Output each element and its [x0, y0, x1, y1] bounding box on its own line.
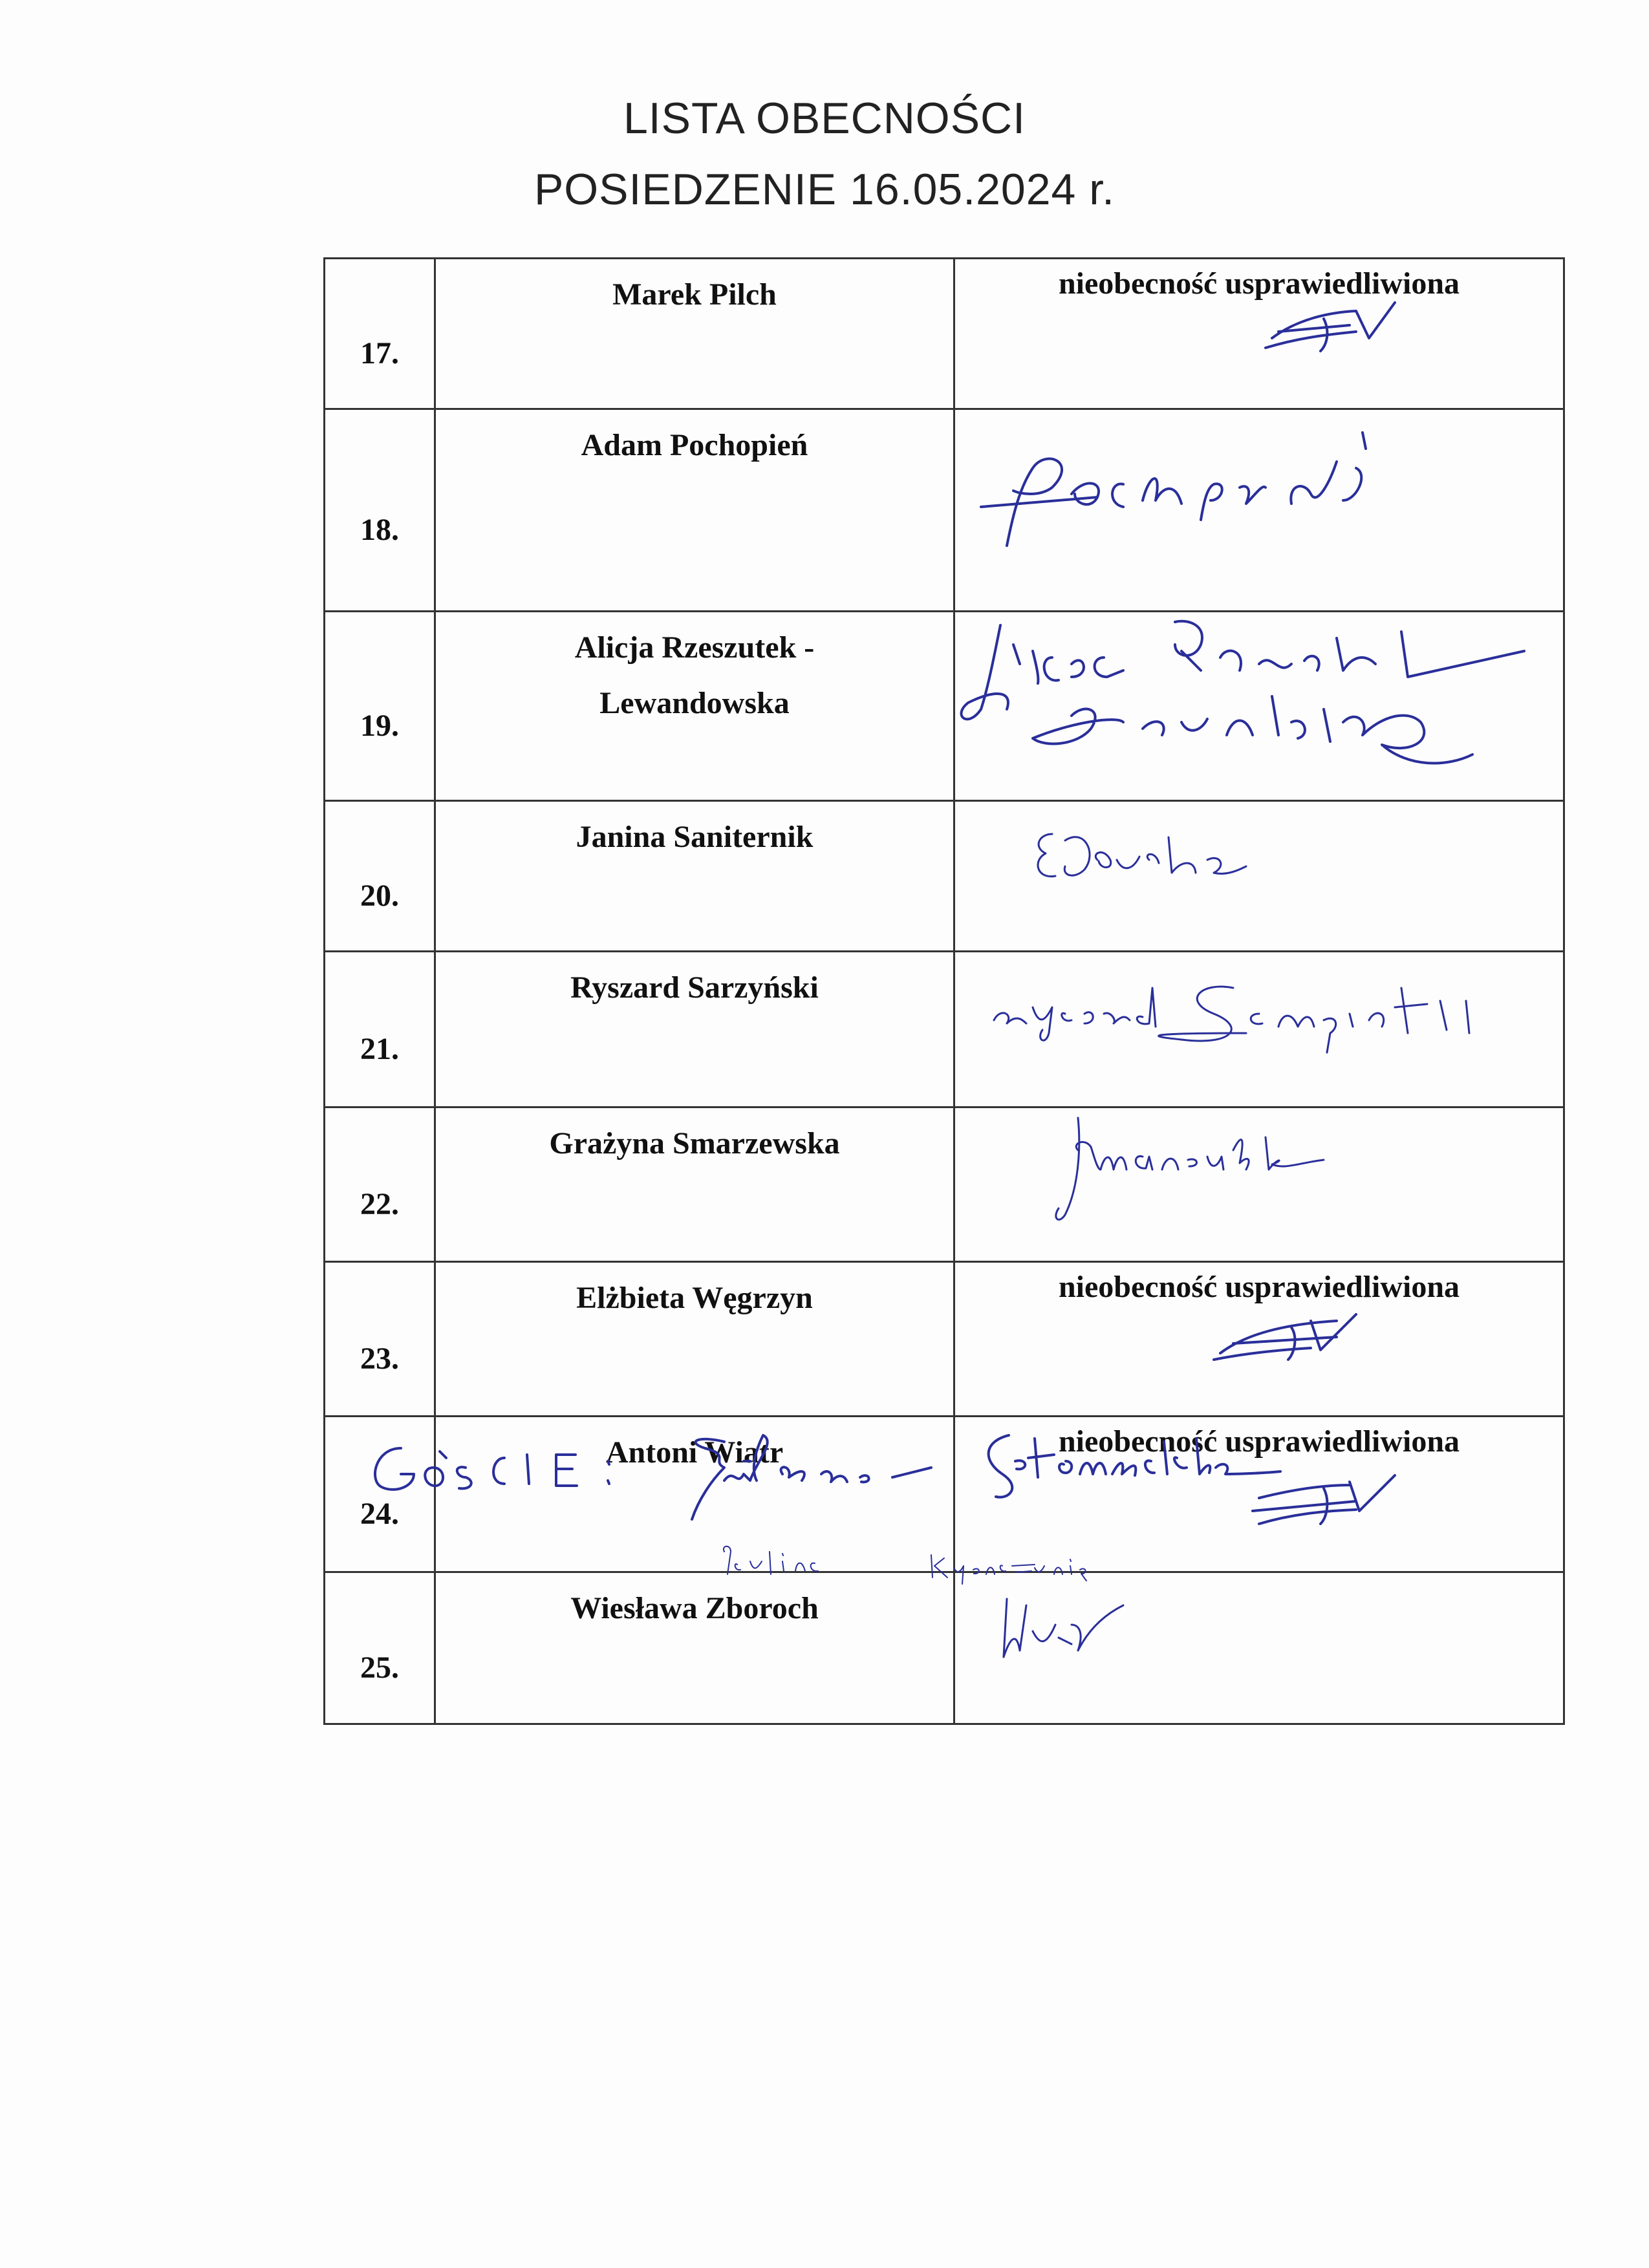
absence-status: nieobecność usprawiedliwiona [1058, 1424, 1460, 1459]
handwritten-signature [968, 423, 1421, 559]
member-name [435, 801, 954, 952]
member-name-line: Ryszard Sarzyński [570, 970, 819, 1005]
member-name [435, 952, 954, 1107]
member-name-line: Wiesława Zboroch [570, 1591, 819, 1625]
table-row [325, 1262, 1564, 1417]
initials-signature [1207, 1301, 1375, 1366]
absence-status: nieobecność usprawiedliwiona [1058, 1270, 1460, 1304]
signature-cell [954, 1262, 1564, 1417]
row-number: 25. [325, 1572, 435, 1724]
member-name-line: Antoni Wiatr [605, 1435, 784, 1470]
row-number: 20. [325, 801, 435, 952]
signature-cell [954, 1107, 1564, 1262]
initials-signature [1259, 299, 1414, 358]
handwritten-signature [955, 606, 1537, 793]
title-block [0, 83, 1649, 225]
member-name [435, 612, 954, 801]
signature-cell [954, 801, 1564, 952]
member-name-line: Lewandowska [599, 686, 790, 720]
handwritten-signature [987, 962, 1537, 1059]
table-row [325, 952, 1564, 1107]
signature-cell [954, 952, 1564, 1107]
absence-status: nieobecność usprawiedliwiona [1058, 266, 1460, 301]
member-name-line: Alicja Rzeszutek - [574, 630, 815, 665]
handwritten-signature [1052, 1111, 1440, 1241]
row-number: 17. [325, 259, 435, 409]
member-name-line: Adam Pochopień [581, 428, 808, 462]
row-number: 18. [325, 409, 435, 612]
handwritten-signature [1026, 815, 1285, 899]
signature-cell [954, 259, 1564, 409]
row-number: 23. [325, 1262, 435, 1417]
member-name-line: Marek Pilch [612, 277, 777, 312]
table-row [325, 259, 1564, 409]
document-title: LISTA OBECNOŚCI [623, 94, 1026, 143]
signature-cell [954, 409, 1564, 612]
guests-handwritten-note [362, 1422, 1397, 1636]
member-name [435, 1107, 954, 1262]
member-name-line: Janina Saniternik [576, 820, 814, 854]
member-name [435, 409, 954, 612]
row-number: 24. [325, 1417, 435, 1572]
document-subtitle: POSIEDZENIE 16.05.2024 r. [534, 165, 1116, 214]
table-row [325, 612, 1564, 801]
member-name-line: Elżbieta Węgrzyn [576, 1281, 813, 1315]
member-name-line: Grażyna Smarzewska [549, 1126, 840, 1161]
row-number: 19. [325, 612, 435, 801]
table-row [325, 1107, 1564, 1262]
row-number: 22. [325, 1107, 435, 1262]
table-row [325, 409, 1564, 612]
row-number: 21. [325, 952, 435, 1107]
signature-cell [954, 612, 1564, 801]
member-name [435, 1262, 954, 1417]
member-name [435, 259, 954, 409]
table-row [325, 801, 1564, 952]
